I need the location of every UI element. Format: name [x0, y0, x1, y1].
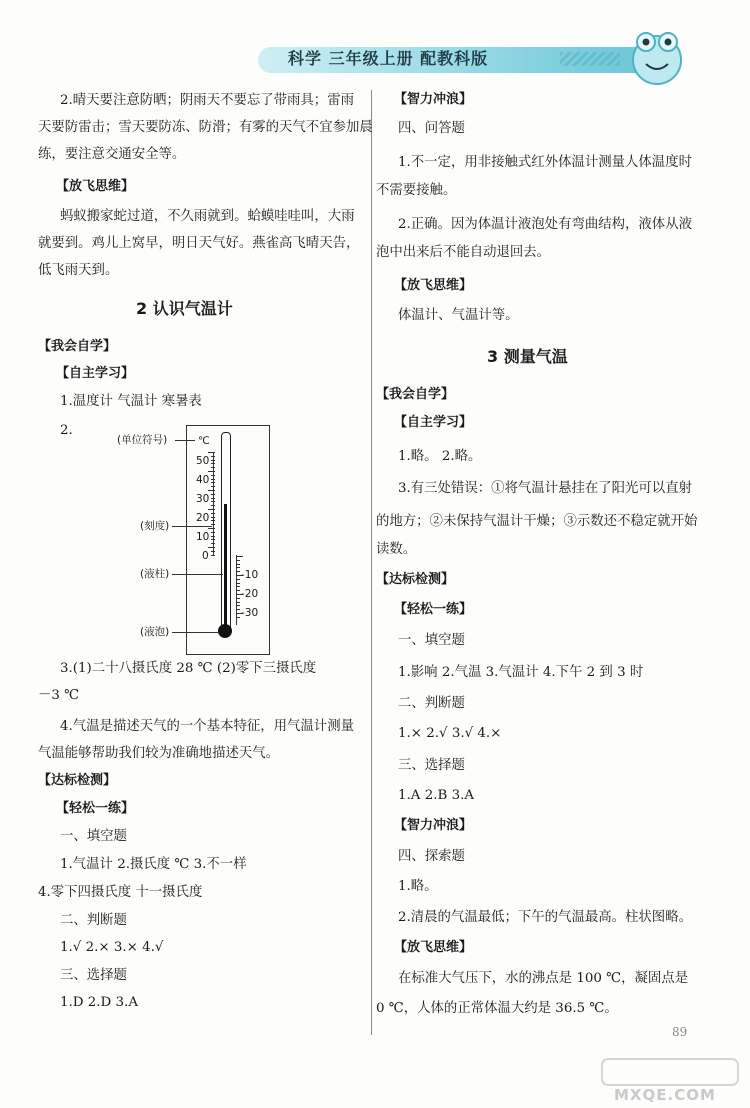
scale-tick — [236, 556, 243, 557]
scale-tick — [211, 513, 215, 514]
text-line: 在标准大气压下，水的沸点是 100 ℃，凝固点是 — [398, 971, 689, 986]
text-line: 1.A 2.B 3.A — [398, 788, 475, 803]
text-line: 天要防雷击；雪天要防冻、防滑；有雾的天气不宜参加晨 — [38, 120, 373, 135]
leader-line — [172, 574, 223, 575]
scale-tick — [211, 498, 215, 499]
scale-tick — [236, 605, 240, 606]
unit-symbol: ℃ — [198, 435, 210, 447]
text-line: －3 ℃ — [38, 688, 80, 703]
scale-tick — [211, 486, 215, 487]
scale-tick — [211, 517, 215, 518]
scale-tick — [211, 467, 215, 468]
scale-tick — [236, 598, 240, 599]
text-line: 0 ℃，人体的正常体温大约是 36.5 ℃。 — [376, 1001, 618, 1016]
scale-tick — [236, 567, 240, 568]
text-line: 三、选择题 — [60, 968, 127, 983]
section-tag: 【达标检测】 — [38, 773, 117, 788]
scale-tick — [236, 579, 240, 580]
scale-tick — [236, 590, 240, 591]
scale-tick — [208, 490, 215, 491]
frog-mascot-icon — [622, 20, 692, 90]
text-line: 的地方；②未保持气温计干燥；③示数还不稳定就开始 — [376, 514, 698, 529]
text-line: 一、填空题 — [398, 633, 465, 648]
text-line: 1.温度计 气温计 寒暑表 — [60, 394, 202, 409]
page-number: 89 — [672, 1025, 688, 1039]
scale-tick — [211, 543, 215, 544]
label-scale: (刻度) — [140, 520, 170, 532]
text-line: 练，要注意交通安全等。 — [38, 147, 186, 162]
scale-tick — [236, 586, 240, 587]
scale-number: 40 — [196, 474, 210, 486]
scale-tick — [236, 571, 240, 572]
column-divider — [371, 90, 372, 1035]
label-unit-symbol: (单位符号) — [117, 434, 168, 446]
scale-tick — [236, 564, 240, 565]
text-line: 3.有三处错误：①将气温计悬挂在了阳光可以直射 — [398, 481, 692, 496]
text-line: 二、判断题 — [60, 913, 127, 928]
scale-number: 10 — [196, 531, 210, 543]
scale-tick — [208, 528, 215, 529]
text-line: 就要到。鸡儿上窝早，明日天气好。燕雀高飞晴天告， — [38, 236, 360, 251]
header-decoration — [560, 52, 620, 66]
scale-number: -20 — [241, 588, 259, 600]
text-line: 1.影响 2.气温 3.气温计 4.下午 2 到 3 时 — [398, 665, 644, 680]
text-line: 1.略。 2.略。 — [398, 449, 482, 464]
scale-tick — [211, 501, 215, 502]
scale-tick — [236, 602, 240, 603]
scale-tick — [211, 460, 215, 461]
section-tag: 【放飞思维】 — [394, 278, 473, 293]
text-line: 读数。 — [376, 542, 417, 557]
section-tag: 【自主学习】 — [56, 366, 135, 381]
text-line: 泡中出来后不能自动退回去。 — [376, 245, 551, 260]
scale-number: -10 — [241, 569, 259, 581]
text-line: 体温计、气温计等。 — [398, 308, 519, 323]
text-line: 四、探索题 — [398, 849, 465, 864]
scale-tick — [208, 509, 215, 510]
section-tag: 【智力冲浪】 — [394, 92, 473, 107]
scale-tick — [211, 536, 215, 537]
text-line: 气温能够帮助我们较为准确地描述天气。 — [38, 746, 280, 761]
scale-tick — [211, 532, 215, 533]
scale-tick — [211, 463, 215, 464]
scale-number: -30 — [241, 607, 259, 619]
scale-tick — [208, 547, 215, 548]
section-tag: 【我会自学】 — [376, 387, 455, 402]
text-line: 2.正确。因为体温计液泡处有弯曲结构，液体从液 — [398, 217, 692, 232]
label-bulb: (液泡) — [140, 626, 170, 638]
text-line: 低飞雨天到。 — [38, 263, 119, 278]
scale-number: 0 — [202, 550, 209, 562]
text-line: 1.× 2.√ 3.√ 4.× — [398, 726, 502, 741]
section-tag: 【轻松一练】 — [56, 801, 135, 816]
section-heading: 2 认识气温计 — [136, 299, 233, 318]
thermometer-liquid — [224, 504, 227, 632]
section-tag: 【放飞思维】 — [56, 179, 135, 194]
scale-tick — [236, 560, 240, 561]
text-line: 1.略。 — [398, 879, 438, 894]
leader-line — [172, 632, 219, 633]
text-line: 四、问答题 — [398, 121, 465, 136]
section-tag: 【轻松一练】 — [394, 602, 473, 617]
scale-tick — [211, 551, 215, 552]
section-heading: 3 测量气温 — [487, 347, 568, 366]
scale-tick — [236, 617, 240, 618]
scale-tick — [211, 482, 215, 483]
scale-tick — [211, 475, 215, 476]
text-line: 4.零下四摄氏度 十一摄氏度 — [38, 885, 203, 900]
label-column: (液柱) — [140, 568, 170, 580]
scale-tick — [208, 452, 215, 453]
scale-number: 20 — [196, 512, 210, 524]
section-tag: 【达标检测】 — [376, 572, 455, 587]
scale-tick — [211, 555, 215, 556]
leader-line — [172, 526, 212, 527]
scale-tick — [211, 456, 215, 457]
text-line: 一、填空题 — [60, 829, 127, 844]
scale-tick — [211, 520, 215, 521]
text-line: 1.不一定，用非接触式红外体温计测量人体温度时 — [398, 155, 692, 170]
scale-tick — [211, 494, 215, 495]
text-line: 2.清晨的气温最低；下午的气温最高。柱状图略。 — [398, 910, 692, 925]
leader-line — [175, 440, 195, 441]
scale-tick — [211, 479, 215, 480]
text-line: 4.气温是描述天气的一个基本特征，用气温计测量 — [60, 719, 354, 734]
text-line: 1.√ 2.× 3.× 4.√ — [60, 940, 164, 955]
text-line: 3.(1)二十八摄氏度 28 ℃ (2)零下三摄氏度 — [60, 661, 317, 676]
text-line: 三、选择题 — [398, 758, 465, 773]
section-tag: 【智力冲浪】 — [394, 818, 473, 833]
text-line: 蚂蚁搬家蛇过道，不久雨就到。蛤蟆哇哇叫，大雨 — [60, 209, 355, 224]
section-tag: 【我会自学】 — [38, 339, 117, 354]
text-line: 1.D 2.D 3.A — [60, 995, 138, 1010]
text-line: 不需要接触。 — [376, 183, 457, 198]
section-tag: 【自主学习】 — [394, 415, 473, 430]
text-line: 2.晴天要注意防晒；阴雨天不要忘了带雨具；雷雨 — [60, 93, 354, 108]
scale-tick — [211, 505, 215, 506]
text-line: 1.气温计 2.摄氏度 ℃ 3.不一样 — [60, 857, 247, 872]
section-tag: 【放飞思维】 — [394, 940, 473, 955]
watermark-text: MXQE.COM — [614, 1086, 716, 1104]
thermometer-bulb — [218, 624, 232, 638]
scale-tick — [236, 583, 240, 584]
scale-tick — [211, 539, 215, 540]
scale-number: 30 — [196, 493, 210, 505]
text-line: 二、判断题 — [398, 696, 465, 711]
scale-tick — [208, 471, 215, 472]
page-header-title: 科学 三年级上册 配教科版 — [288, 49, 489, 68]
scale-tick — [236, 609, 240, 610]
text-line: 2. — [60, 423, 73, 438]
scale-number: 50 — [196, 455, 210, 467]
